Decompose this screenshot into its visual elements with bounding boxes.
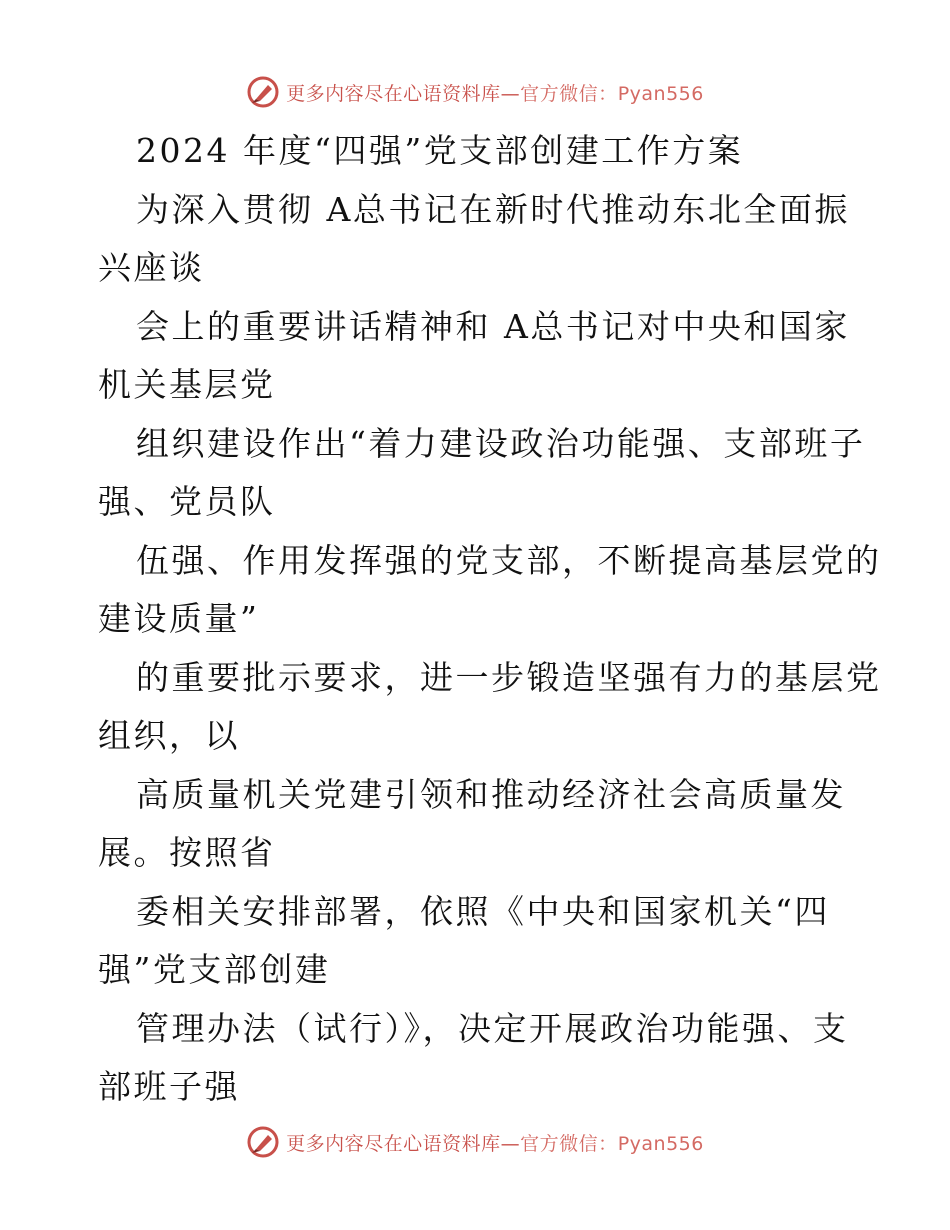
pen-nib-circle-icon — [246, 75, 280, 109]
watermark-wechat-label: 官方微信： — [520, 1132, 618, 1155]
watermark-text — [286, 1129, 704, 1156]
header-watermark — [0, 72, 950, 112]
text-line: 高质量机关党建引领和推动经济社会高质量发 — [136, 774, 846, 814]
text-line: 机关基层党 — [98, 365, 276, 404]
document-title: 2024 年度“四强”党支部创建工作方案 — [136, 131, 744, 170]
document-body — [98, 122, 882, 1117]
text-line: 兴座谈 — [98, 248, 205, 287]
text-line: 委相关安排部署，依照《中央和国家机关“四 — [136, 891, 830, 931]
text-line: 强、党员队 — [98, 482, 276, 521]
text-line: 建设质量” — [98, 599, 260, 638]
watermark-main: 更多内容尽在心语资料库 — [286, 1132, 501, 1155]
watermark-separator: — — [500, 1132, 521, 1155]
text-line: 组织建设作出“着力建设政治功能强、支部班子 — [136, 423, 866, 463]
footer-watermark — [0, 1122, 950, 1162]
watermark-wechat-label: 官方微信： — [520, 82, 618, 105]
text-line: 强”党支部创建 — [98, 950, 331, 989]
watermark-separator: — — [500, 82, 521, 105]
watermark-wechat-id: Pyan556 — [617, 1132, 704, 1155]
text-line: 部班子强 — [98, 1067, 240, 1106]
pen-nib-circle-icon — [246, 1125, 280, 1159]
text-line: 会上的重要讲话精神和 A总书记对中央和国家 — [136, 306, 850, 346]
watermark-wechat-id: Pyan556 — [617, 82, 704, 105]
text-line: 的重要批示要求，进一步锻造坚强有力的基层党 — [136, 657, 882, 697]
watermark-text — [286, 79, 704, 106]
text-line: 伍强、作用发挥强的党支部，不断提高基层党的 — [136, 540, 882, 580]
text-line: 展。按照省 — [98, 833, 276, 872]
text-line: 为深入贯彻 A总书记在新时代推动东北全面振 — [136, 189, 850, 229]
text-line: 组织，以 — [98, 716, 240, 755]
watermark-main: 更多内容尽在心语资料库 — [286, 82, 501, 105]
text-line: 管理办法（试行）》，决定开展政治功能强、支 — [136, 1008, 849, 1048]
